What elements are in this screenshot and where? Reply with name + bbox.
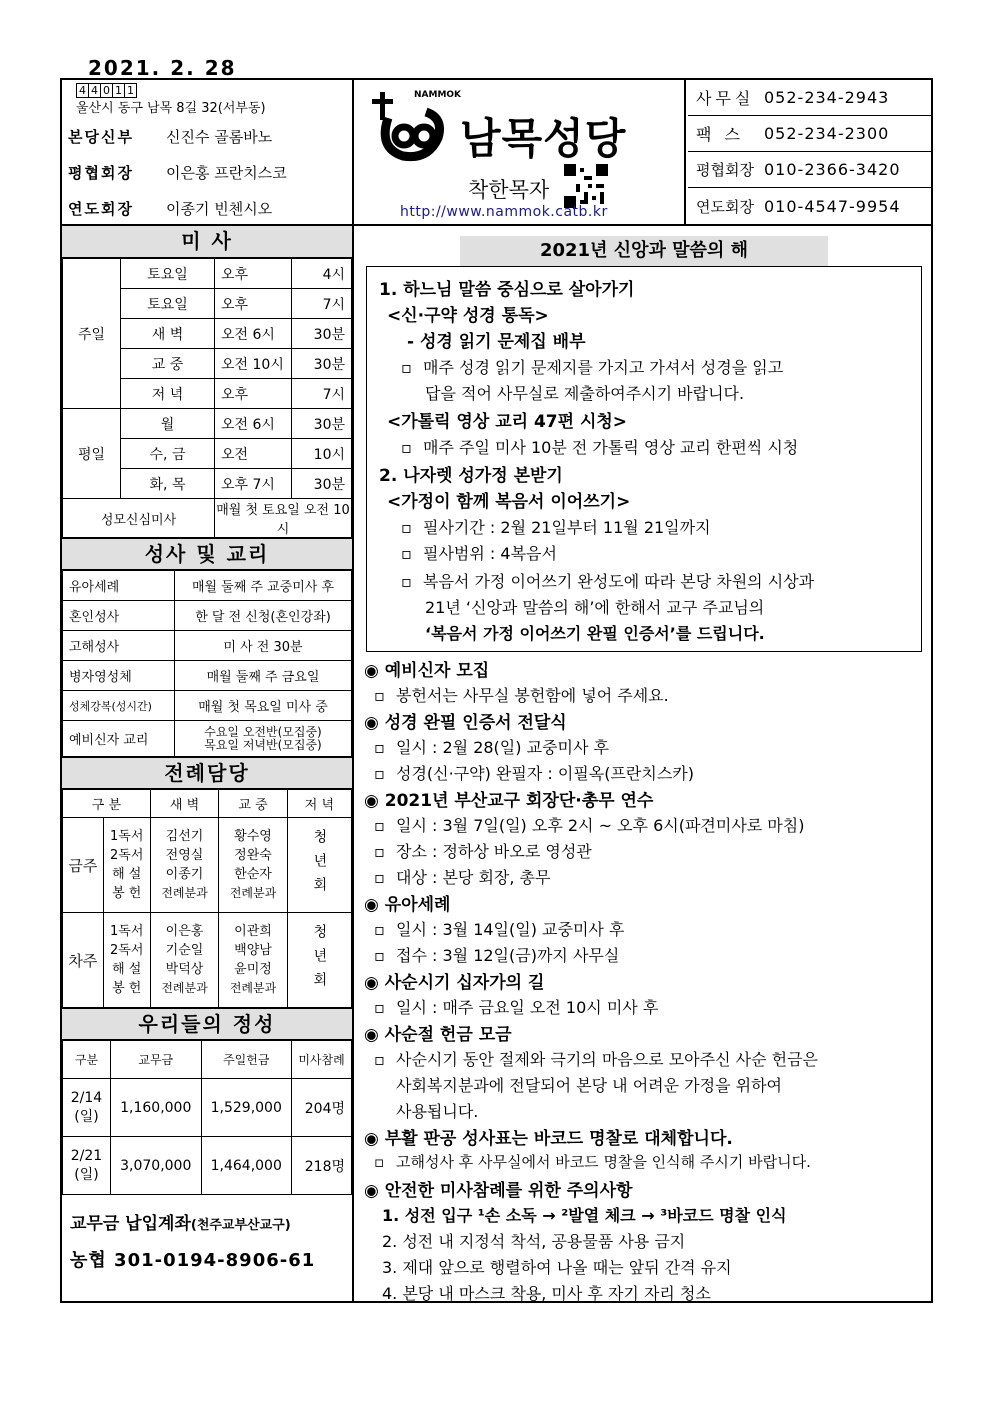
council-president-row [68,162,287,183]
offering-date: 2/14 (일) [63,1079,111,1137]
year-theme-banner: 2021년 신앙과 말씀의 해 [460,236,828,266]
offering-dues: 3,070,000 [111,1137,202,1195]
mass-time: 오후 [215,259,292,289]
this-week-label: 금주 [63,818,104,913]
role: 2독서 [110,848,144,863]
mass-day: 월 [121,409,215,439]
offering-sunday: 1,529,000 [201,1079,292,1137]
mass-time: 오전 10시 [215,349,292,379]
sacrament-name: 유아세례 [63,571,175,601]
offering-title: 우리들의 정성 [62,1008,352,1040]
theme-text: 21년 ‘신앙과 말씀의 해’에 한해서 교구 주교님의 [425,598,765,617]
contact-value: 052-234-2300 [764,124,890,143]
sacraments-table [62,570,352,757]
mass-minute: 7시 [292,379,352,409]
minister: 김선기 [165,829,204,844]
sacrament-name: 병자영성체 [63,661,175,691]
theme-item-2: 2. 나자렛 성가정 본받기 [379,466,563,486]
mass-minute: 30분 [292,409,352,439]
safety-rule: 2. 성전 내 지정석 착석, 공용물품 사용 금지 [382,1232,686,1251]
theme-subtitle: <가톨릭 영상 교리 47편 시청> [387,412,628,432]
mass-time: 오전 6시 [215,319,292,349]
account-number: 농협 301-0194-8906-61 [70,1250,316,1271]
mass-minute: 10시 [292,439,352,469]
weekday-label: 평일 [63,409,121,499]
minister: 전영실 [165,848,204,863]
contacts [688,80,931,224]
sunday-label: 주일 [63,259,121,409]
notice-text: ▫ 고해성사 후 사무실에서 바코드 명찰을 인식해 주시기 바랍니다. [374,1151,811,1172]
notice-text: ▫ 봉헌서는 사무실 봉헌함에 넣어 주세요. [374,683,669,706]
sacrament-info: 매월 둘째 주 교중미사 후 [175,571,352,601]
contact-label: 팩 스 [696,125,744,144]
theme-text: ▫ 매주 성경 읽기 문제지를 가지고 가셔서 성경을 읽고 [401,355,783,378]
offering-date: 2/21 (일) [63,1137,111,1195]
minister: 백양남 [234,943,272,958]
notice-text: ▫ 사순시기 동안 절제와 극기의 마음으로 모아주신 사순 헌금은 [374,1047,818,1070]
liturgy-roles [103,818,150,913]
zip-digit: 1 [124,83,137,98]
minister: 이종기 [165,867,204,882]
website-link[interactable]: http://www.nammok.catb.kr [400,204,608,220]
pastor-label: 본당신부 [68,128,134,146]
role: 1독서 [110,829,144,844]
theme-subtitle: <신·구약 성경 통독> [387,306,549,326]
offering-header: 교무금 [111,1041,202,1079]
council-president-name: 이은홍 프란치스코 [166,164,287,182]
theme-text: ▫ 복음서 가정 이어쓰기 완성도에 따라 본당 차원의 시상과 [401,569,814,592]
next-week-evening: 청년회 [287,913,351,1008]
notice-text: ▫ 일시 : 3월 7일(일) 오후 2시 ~ 오후 6시(파견미사로 마침) [374,813,804,836]
account-org: (천주교부산교구) [190,1218,291,1233]
contact-value: 010-4547-9954 [764,196,901,216]
liturgy-header: 교 중 [219,790,288,818]
notice-text: ▫ 성경(신·구약) 완필자 : 이필옥(프란치스카) [374,761,694,784]
sacrament-info: 한 달 전 신청(혼인강좌) [175,601,352,631]
catechism-info [175,721,352,757]
this-week-evening: 청년회 [287,818,351,913]
contact-value: 052-234-2943 [764,88,890,107]
mass-day: 새 벽 [121,319,215,349]
pastor-row [68,126,272,147]
notice-title: ◉ 사순시기 십자가의 길 [364,973,545,993]
zip-code [76,83,136,98]
offering-table [62,1040,352,1195]
mass-time: 오전 6시 [215,409,292,439]
notice-title: ◉ 2021년 부산교구 회장단·총무 연수 [364,791,654,811]
theme-item-1: 1. 하느님 말씀 중심으로 살아가기 [379,280,635,300]
notice-text: ▫ 일시 : 매주 금요일 오전 10시 미사 후 [374,995,658,1018]
liturgy-roles [103,913,150,1008]
yeondo-president-label: 연도회장 [68,200,134,218]
zip-digit: 4 [88,83,101,98]
offering-attendance: 218명 [292,1137,352,1195]
minister: 전례분과 [229,981,277,995]
role: 봉 헌 [112,886,142,901]
safety-rule: 4. 본당 내 마스크 착용, 미사 후 자기 자리 청소 [382,1284,711,1303]
notice-title: ◉ 사순절 헌금 모금 [364,1025,512,1045]
contact-council [688,152,931,188]
mass-minute: 30분 [292,349,352,379]
notice-text: ▫ 장소 : 정하상 바오로 영성관 [374,839,592,862]
sacrament-info: 미 사 전 30분 [175,631,352,661]
pastor-name: 신진수 골롬바노 [166,128,273,146]
theme-text: 답을 적어 사무실로 제출하여주시기 바랍니다. [425,384,745,403]
mass-time: 오후 [215,379,292,409]
sacrament-name: 혼인성사 [63,601,175,631]
notice-title: ◉ 안전한 미사참례를 위한 주의사항 [364,1181,633,1201]
minister: 이관희 [234,924,272,939]
theme-detail: - 성경 읽기 문제집 배부 [407,332,586,352]
notice-text: 사용됩니다. [396,1102,479,1121]
mass-day: 토요일 [121,289,215,319]
yeondo-president-name: 이종기 빈첸시오 [166,200,273,218]
yeondo-president-row [68,198,272,219]
notice-title: ◉ 예비신자 모집 [364,661,490,681]
contact-value: 010-2366-3420 [764,160,901,179]
minister: 윤미정 [234,962,272,977]
logo-small-text: NAMMOK [414,90,462,100]
mass-time: 오전 [215,439,292,469]
offering-header: 미사참례 [292,1041,352,1079]
account-heading [62,1195,352,1234]
theme-text: ▫ 매주 주일 미사 10분 전 가톨릭 영상 교리 한편씩 시청 [401,435,798,458]
mass-day: 교 중 [121,349,215,379]
catechism-class-2: 목요일 저녁반(모집중) [204,737,322,752]
mass-time: 오후 [215,289,292,319]
notice-text: ▫ 일시 : 2월 28(일) 교중미사 후 [374,735,609,758]
next-week-main [219,913,288,1008]
notice-title: ◉ 부활 판공 성사표는 바코드 명찰로 대체합니다. [364,1129,733,1149]
offering-header: 주일헌금 [201,1041,292,1079]
mass-schedule-table [62,258,352,538]
next-week-dawn [150,913,219,1008]
zip-digit: 1 [112,83,125,98]
sacraments-title: 성사 및 교리 [62,538,352,570]
mass-title: 미 사 [62,226,352,258]
notice-text: ▫ 접수 : 3월 12일(금)까지 사무실 [374,943,619,966]
qr-code-icon [564,164,608,208]
minister: 기순일 [165,943,204,958]
sacrament-name: 성체강복(성시간) [63,691,175,721]
mass-day: 토요일 [121,259,215,289]
theme-text: ▫ 필사기간 : 2월 21일부터 11월 21일까지 [401,515,711,538]
bulletin-date: 2021. 2. 28 [88,56,237,80]
mass-minute: 7시 [292,289,352,319]
mass-day: 화, 목 [121,469,215,499]
mass-day: 수, 금 [121,439,215,469]
theme-subtitle: <가정이 함께 복음서 이어쓰기> [387,492,631,512]
offering-sunday: 1,464,000 [201,1137,292,1195]
catechism-class-1: 수요일 오전반(모집중) [204,724,322,739]
account-label: 교무금 납입계좌 [70,1214,191,1234]
header-logo-area [354,80,686,224]
mass-minute: 30분 [292,319,352,349]
offering-dues: 1,160,000 [111,1079,202,1137]
notice-title: ◉ 유아세례 [364,895,451,915]
catechism-label: 예비신자 교리 [63,721,175,757]
theme-box [366,266,922,652]
liturgy-title: 전례담당 [62,757,352,789]
liturgy-table [62,789,352,1008]
minister: 이은홍 [165,924,204,939]
mass-minute: 4시 [292,259,352,289]
header [62,80,931,226]
liturgy-header: 새 벽 [150,790,219,818]
this-week-main [219,818,288,913]
role: 2독서 [110,943,144,958]
mass-day: 저 녁 [121,379,215,409]
sacrament-name: 고해성사 [63,631,175,661]
marian-mass-value: 매월 첫 토요일 오전 10시 [215,499,352,538]
contact-fax [688,116,931,152]
header-info [62,80,354,224]
theme-text: ▫ 필사범위 : 4복음서 [401,541,557,564]
contact-office [688,80,931,116]
minister: 정완숙 [234,848,272,863]
mass-minute: 30분 [292,469,352,499]
next-week-label: 차주 [63,913,104,1008]
role: 봉 헌 [112,981,142,996]
minister: 황수영 [234,829,272,844]
mass-time: 오후 7시 [215,469,292,499]
role: 1독서 [110,924,144,939]
theme-text: ‘복음서 가정 이어쓰기 완필 인증서’를 드립니다. [425,624,765,643]
notice-text: 사회복지분과에 전달되어 본당 내 어려운 가정을 위하여 [396,1076,783,1095]
role: 해 설 [112,867,142,882]
sacrament-info: 매월 첫 목요일 미사 중 [175,691,352,721]
notice-text: ▫ 대상 : 본당 회장, 총무 [374,865,550,888]
notice-text: ▫ 일시 : 3월 14일(일) 교중미사 후 [374,917,624,940]
minister: 전례분과 [161,886,208,900]
contact-label: 평협회장 [696,161,754,179]
marian-mass-label: 성모신심미사 [63,499,215,538]
church-name: 남목성당 [460,114,627,163]
this-week-dawn [150,818,219,913]
minister: 전례분과 [161,981,208,995]
church-logo [368,88,668,168]
safety-rule: 1. 성전 입구 ¹손 소독 → ²발열 체크 → ³바코드 명찰 인식 [382,1206,787,1225]
contact-label: 연도회장 [696,197,754,216]
address: 울산시 동구 남목 8길 32(서부동) [76,101,266,116]
contact-yeondo [688,188,931,224]
right-column [356,226,931,1303]
slogan: 착한목자 [468,178,550,202]
offering-attendance: 204명 [292,1079,352,1137]
liturgy-header: 구 분 [63,790,151,818]
council-president-label: 평협회장 [68,164,134,182]
zip-digit: 4 [76,83,89,98]
cross-logo-icon [368,88,458,168]
role: 해 설 [112,962,142,977]
minister: 전례분과 [229,886,277,900]
safety-rule: 3. 제대 앞으로 행렬하여 나올 때는 앞뒤 간격 유지 [382,1258,732,1277]
sacrament-info: 매월 둘째 주 금요일 [175,661,352,691]
minister: 한순자 [234,867,272,882]
contact-label: 사무실 [696,89,755,108]
left-column [62,226,354,1303]
bulletin-frame [60,78,933,1303]
offering-header: 구분 [63,1041,111,1079]
zip-digit: 0 [100,83,113,98]
liturgy-header: 저 녁 [287,790,351,818]
minister: 박덕상 [165,962,204,977]
notice-title: ◉ 성경 완필 인증서 전달식 [364,713,567,733]
